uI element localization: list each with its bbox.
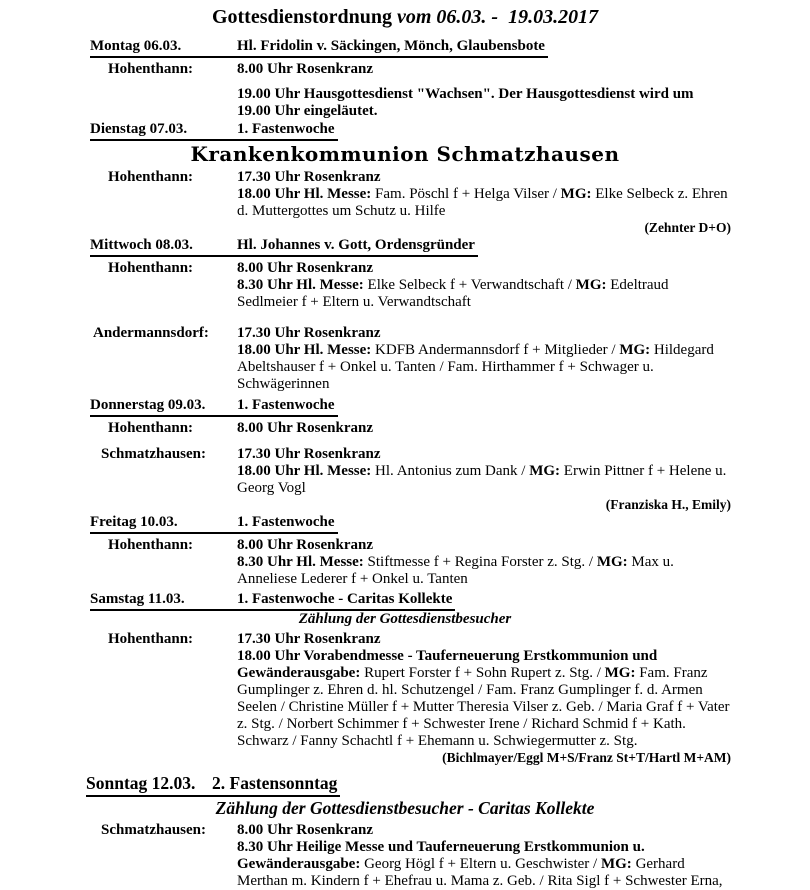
service-line: 8.30 Uhr Hl. Messe: Stiftmesse f + Regina Forster z. Stg. / MG: Max u. Anneliese Lederer f + Onkel u. Tanten xyxy=(237,554,677,587)
location-label: Schmatzhausen: xyxy=(101,822,207,838)
location-label: Schmatzhausen: xyxy=(101,446,207,462)
schedule-entry xyxy=(0,325,810,393)
day-description: 1. Fastenwoche - Caritas Kollekte xyxy=(237,591,453,607)
schedule-entry xyxy=(0,169,810,220)
day-date: Montag 06.03. xyxy=(90,38,182,54)
section-freitag xyxy=(0,513,810,588)
schedule-entry xyxy=(0,631,810,750)
entry-content xyxy=(237,631,734,750)
section-donnerstag xyxy=(0,396,810,513)
entry-content xyxy=(237,169,731,220)
service-line: 8.30 Uhr Hl. Messe: Elke Selbeck f + Verwandtschaft / MG: Edeltraud Sedlmeier f + Eltern u. Verwandtschaft xyxy=(237,277,673,310)
service-line: 17.30 Uhr Rosenkranz xyxy=(237,446,381,462)
day-description: Hl. Fridolin v. Säckingen, Mönch, Glaubensbote xyxy=(237,38,545,54)
day-date: Samstag 11.03. xyxy=(90,591,185,607)
location-label: Hohenthann: xyxy=(108,169,194,185)
service-line: 18.00 Uhr Hl. Messe: Hl. Antonius zum Dank / MG: Erwin Pittner f + Helene u. Georg Vogl xyxy=(237,463,731,496)
day-header xyxy=(90,37,548,58)
day-header xyxy=(90,590,455,611)
document-title xyxy=(0,5,810,29)
service-line: 19.00 Uhr Hausgottesdienst "Wachsen". Der Hausgottesdienst wird um 19.00 Uhr eingeläutet. xyxy=(237,86,698,119)
schedule-entry xyxy=(0,537,810,588)
location-label: Hohenthann: xyxy=(108,61,194,77)
service-line: 8.30 Uhr Heilige Messe und Tauferneuerung Erstkommunion u. Gewänderausgabe: Georg Högl f + Eltern u. Geschwister / MG: Gerhard Merthan m. Kindern f + Ehefrau u. Mama z. Geb. / Rita Sigl f + Schwester Erna, xyxy=(237,839,723,889)
section-mittwoch xyxy=(0,236,810,393)
day-date: Donnerstag 09.03. xyxy=(90,397,206,413)
day-header xyxy=(90,396,338,417)
title-main: Gottesdienstordnung xyxy=(211,6,392,28)
section-sonntag xyxy=(0,773,810,890)
schedule-entry xyxy=(0,822,810,890)
service-line: 17.30 Uhr Rosenkranz xyxy=(237,325,381,341)
schedule-entry xyxy=(0,420,810,437)
day-date: Dienstag 07.03. xyxy=(90,121,188,137)
entry-content xyxy=(237,260,731,311)
entry-content xyxy=(237,446,731,497)
day-description: 2. Fastensonntag xyxy=(212,773,338,793)
schedule-entry xyxy=(0,61,810,120)
service-line: 18.00 Uhr Hl. Messe: KDFB Andermannsdorf f + Mitglieder / MG: Hildegard Abeltshauser f + Onkel u. Tanten / Fam. Hirthammer f + Schwager u. Schwägerinnen xyxy=(237,342,717,392)
counting-heading: Zählung der Gottesdienstbesucher xyxy=(298,611,512,627)
service-line: 18.00 Uhr Hl. Messe: Fam. Pöschl f + Helga Vilser / MG: Elke Selbeck z. Ehren d. Muttergottes um Schutz u. Hilfe xyxy=(237,186,732,219)
day-description: 1. Fastenwoche xyxy=(237,397,335,413)
day-date: Freitag 10.03. xyxy=(90,514,178,530)
section-montag xyxy=(0,37,810,120)
ministrant-note: (Franziska H., Emily) xyxy=(605,497,731,512)
location-label: Hohenthann: xyxy=(108,631,194,647)
service-line: 18.00 Uhr Vorabendmesse - Tauferneuerung Erstkommunion und Gewänderausgabe: Rupert Forster f + Sohn Rupert z. Stg. / MG: Fam. Franz Gumplinger z. Ehren d. hl. Schutzengel / Fam. Franz Gumplinger f. d. Armen Seelen / Christine Müller f + Mutter Theresia Vilser z. Geb. / Maria Graf f + Vater z. Stg. / Norbert Schimmer f + Schwester Irene / Richard Schmid f + Kath. Schwarz / Fanny Schachtl f + Ehemann u. Schwiegermutter z. Stg. xyxy=(237,648,734,749)
section-heading-krankenkommunion: Krankenkommunion Schmatzhausen xyxy=(190,142,620,166)
day-description: 1. Fastenwoche xyxy=(237,121,335,137)
day-header xyxy=(86,773,340,797)
day-header xyxy=(90,120,338,141)
entry-content xyxy=(237,537,731,588)
location-label: Hohenthann: xyxy=(108,537,194,553)
location-label: Andermannsdorf: xyxy=(93,325,209,341)
day-description: Hl. Johannes v. Gott, Ordensgründer xyxy=(237,237,475,253)
day-date: Sonntag 12.03. xyxy=(86,773,196,793)
entry-content xyxy=(237,61,731,120)
service-line: 8.00 Uhr Rosenkranz xyxy=(237,420,373,436)
section-samstag xyxy=(0,590,810,766)
day-header xyxy=(90,513,338,534)
day-header xyxy=(90,236,478,257)
ministrant-note: (Zehnter D+O) xyxy=(644,220,731,235)
entry-content xyxy=(237,822,731,890)
location-label: Hohenthann: xyxy=(108,260,194,276)
day-date: Mittwoch 08.03. xyxy=(90,237,193,253)
counting-heading: Zählung der Gottesdienstbesucher - Caritas Kollekte xyxy=(215,798,595,818)
service-line: 17.30 Uhr Rosenkranz xyxy=(237,631,381,647)
service-line: 17.30 Uhr Rosenkranz xyxy=(237,169,381,185)
title-date-range: vom 06.03. - 19.03.2017 xyxy=(391,6,599,28)
schedule-entry xyxy=(0,260,810,311)
service-line: 8.00 Uhr Rosenkranz xyxy=(237,822,373,838)
schedule-entry xyxy=(0,446,810,497)
entry-content xyxy=(237,420,731,437)
service-line: 8.00 Uhr Rosenkranz xyxy=(237,61,373,77)
service-line: 8.00 Uhr Rosenkranz xyxy=(237,260,373,276)
day-description: 1. Fastenwoche xyxy=(237,514,335,530)
ministrant-note: (Bichlmayer/Eggl M+S/Franz St+T/Hartl M+AM) xyxy=(442,750,731,765)
location-label: Hohenthann: xyxy=(108,420,194,436)
entry-content xyxy=(237,325,731,393)
service-line: 8.00 Uhr Rosenkranz xyxy=(237,537,373,553)
section-dienstag xyxy=(0,120,810,236)
